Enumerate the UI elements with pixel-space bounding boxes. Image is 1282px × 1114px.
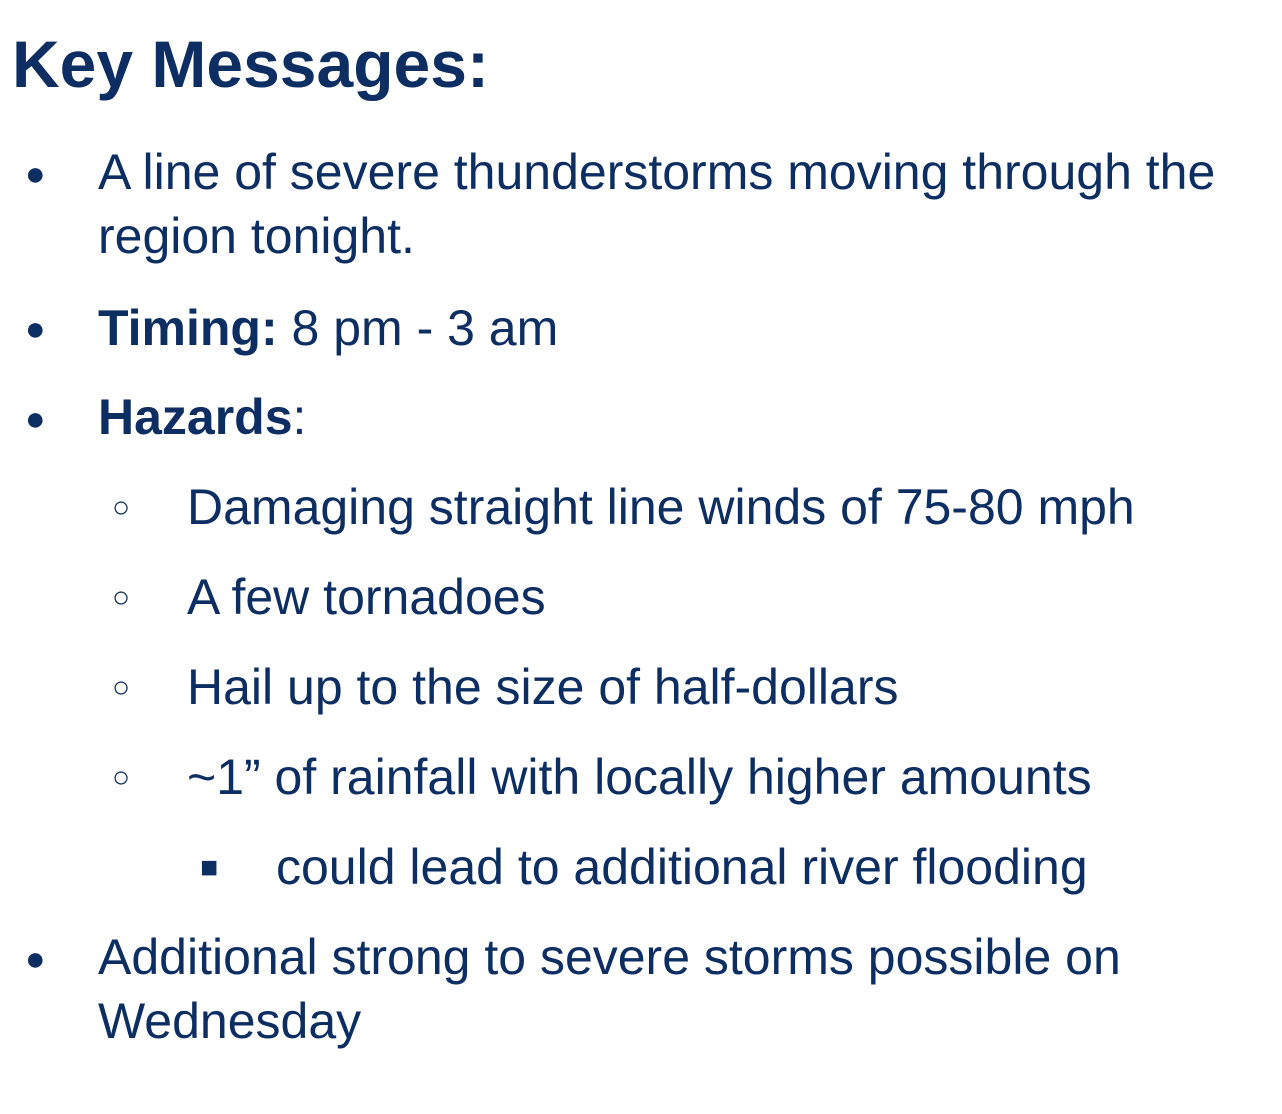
page-title: Key Messages: xyxy=(12,27,489,101)
hazard-subitem xyxy=(276,835,1276,899)
hazard-item xyxy=(187,745,1267,809)
hazards-colon: : xyxy=(292,389,307,445)
hazards-label: Hazards xyxy=(98,389,293,445)
bullet-icon: ● xyxy=(25,940,46,978)
sub-bullet-icon: ○ xyxy=(112,581,131,614)
hazard-item xyxy=(187,655,1267,719)
bullet-icon: ● xyxy=(25,155,46,193)
square-bullet-icon: ■ xyxy=(200,851,219,884)
hazard-text: Damaging straight line winds of 75-80 mph xyxy=(187,479,1135,535)
bullet-icon: ● xyxy=(25,400,46,438)
hazard-item xyxy=(187,565,1267,629)
hazard-text: ~1” of rainfall with locally higher amounts xyxy=(187,749,1092,805)
list-item xyxy=(98,925,1258,1053)
sub-bullet-icon: ○ xyxy=(112,491,131,524)
timing-value: 8 pm - 3 am xyxy=(277,300,559,356)
list-item xyxy=(98,140,1258,268)
list-item-hazards xyxy=(98,385,1258,449)
hazard-text: A few tornadoes xyxy=(187,569,546,625)
hazard-item xyxy=(187,475,1267,539)
hazard-text: Hail up to the size of half-dollars xyxy=(187,659,899,715)
hazard-subitem-text: could lead to additional river flooding xyxy=(276,839,1088,895)
list-item-text: Additional strong to severe storms possible on Wednesday xyxy=(98,929,1121,1049)
timing-label: Timing: xyxy=(98,300,278,356)
sub-bullet-icon: ○ xyxy=(112,671,131,704)
bullet-icon: ● xyxy=(25,310,46,348)
list-item-text: A line of severe thunderstorms moving through the region tonight. xyxy=(98,144,1216,264)
list-item-timing xyxy=(98,296,1258,360)
sub-bullet-icon: ○ xyxy=(112,761,131,794)
